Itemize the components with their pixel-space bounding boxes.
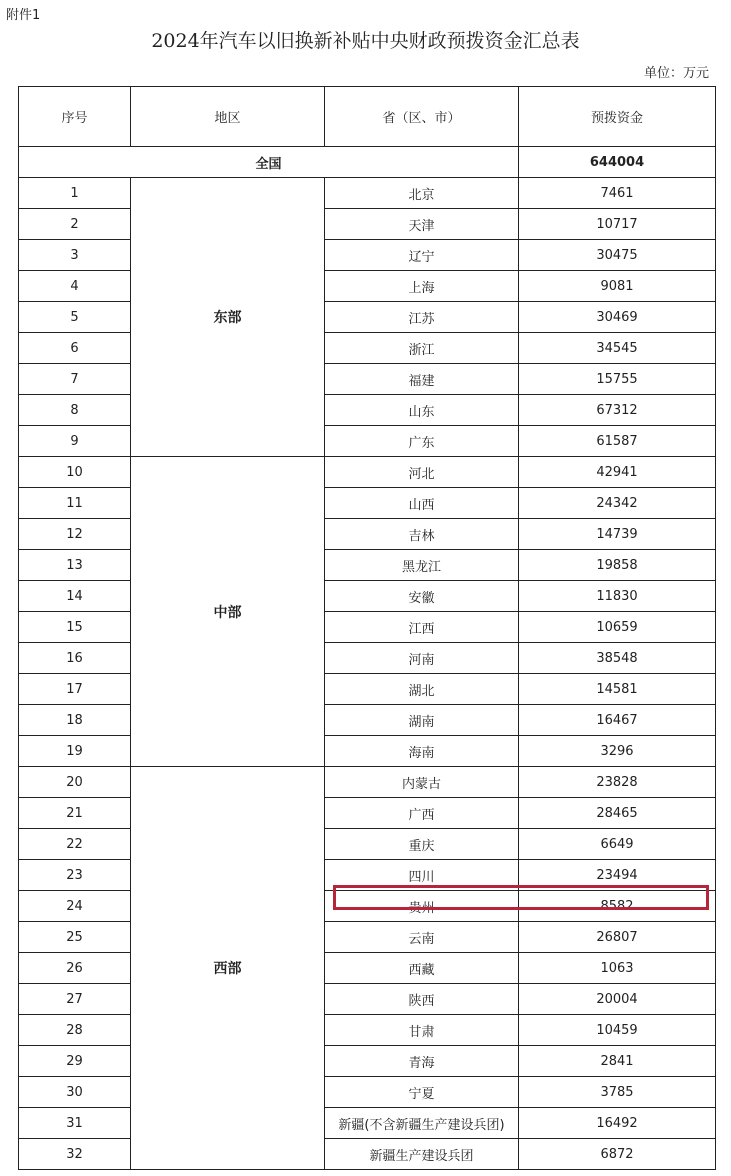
- province-name: 广东: [325, 426, 519, 457]
- table-row: [19, 209, 716, 240]
- funds-table: [18, 86, 716, 1170]
- table-row: [19, 302, 716, 333]
- funds-value: 23494: [519, 860, 716, 891]
- funds-value: 26807: [519, 922, 716, 953]
- province-name: 吉林: [325, 519, 519, 550]
- row-number: 20: [19, 767, 131, 798]
- document-title: 2024年汽车以旧换新补贴中央财政预拨资金汇总表: [151, 30, 580, 52]
- province-name: 河北: [325, 457, 519, 488]
- funds-value: 3785: [519, 1077, 716, 1108]
- total-row: [19, 147, 716, 178]
- table-row: [19, 798, 716, 829]
- funds-value: 6872: [519, 1139, 716, 1170]
- province-name: 湖南: [325, 705, 519, 736]
- funds-value: 30469: [519, 302, 716, 333]
- funds-value: 23828: [519, 767, 716, 798]
- funds-value: 9081: [519, 271, 716, 302]
- row-number: 1: [19, 178, 131, 209]
- row-number: 14: [19, 581, 131, 612]
- row-number: 25: [19, 922, 131, 953]
- funds-value: 38548: [519, 643, 716, 674]
- row-number: 22: [19, 829, 131, 860]
- table-row: [19, 612, 716, 643]
- province-name: 湖北: [325, 674, 519, 705]
- attachment-label: 附件1: [6, 8, 41, 23]
- funds-value: 16467: [519, 705, 716, 736]
- funds-value: 1063: [519, 953, 716, 984]
- table-row: [19, 643, 716, 674]
- funds-value: 7461: [519, 178, 716, 209]
- funds-value: 24342: [519, 488, 716, 519]
- row-number: 28: [19, 1015, 131, 1046]
- province-name: 上海: [325, 271, 519, 302]
- table-row: [19, 736, 716, 767]
- table-row: [19, 178, 716, 209]
- province-name: 山西: [325, 488, 519, 519]
- funds-value: 2841: [519, 1046, 716, 1077]
- funds-value: 67312: [519, 395, 716, 426]
- funds-value: 16492: [519, 1108, 716, 1139]
- region-name: 中部: [131, 457, 325, 767]
- province-name: 江苏: [325, 302, 519, 333]
- table-row: [19, 457, 716, 488]
- row-number: 8: [19, 395, 131, 426]
- province-name: 新疆(不含新疆生产建设兵团): [325, 1108, 519, 1139]
- table-row: [19, 1108, 716, 1139]
- province-name: 重庆: [325, 829, 519, 860]
- table-row: [19, 829, 716, 860]
- table-row: [19, 395, 716, 426]
- funds-value: 10459: [519, 1015, 716, 1046]
- row-number: 24: [19, 891, 131, 922]
- province-name: 辽宁: [325, 240, 519, 271]
- total-label: 全国: [19, 147, 519, 178]
- row-number: 3: [19, 240, 131, 271]
- funds-value: 10717: [519, 209, 716, 240]
- province-name: 河南: [325, 643, 519, 674]
- row-number: 4: [19, 271, 131, 302]
- funds-value: 6649: [519, 829, 716, 860]
- funds-value: 15755: [519, 364, 716, 395]
- table-row: [19, 984, 716, 1015]
- funds-value: 30475: [519, 240, 716, 271]
- table-row: [19, 364, 716, 395]
- province-name: 福建: [325, 364, 519, 395]
- row-number: 5: [19, 302, 131, 333]
- province-name: 贵州: [325, 891, 519, 922]
- header-no: 序号: [19, 87, 131, 147]
- province-name: 云南: [325, 922, 519, 953]
- row-number: 32: [19, 1139, 131, 1170]
- province-name: 宁夏: [325, 1077, 519, 1108]
- province-name: 黑龙江: [325, 550, 519, 581]
- funds-value: 34545: [519, 333, 716, 364]
- row-number: 16: [19, 643, 131, 674]
- table-row: [19, 550, 716, 581]
- table-row: [19, 767, 716, 798]
- table-row: [19, 922, 716, 953]
- row-number: 12: [19, 519, 131, 550]
- row-number: 10: [19, 457, 131, 488]
- row-number: 9: [19, 426, 131, 457]
- province-name: 山东: [325, 395, 519, 426]
- funds-value: 19858: [519, 550, 716, 581]
- row-number: 19: [19, 736, 131, 767]
- header-region: 地区: [131, 87, 325, 147]
- table-row: [19, 860, 716, 891]
- province-name: 四川: [325, 860, 519, 891]
- table-row: [19, 240, 716, 271]
- unit-label: 单位：万元: [643, 66, 709, 81]
- row-number: 23: [19, 860, 131, 891]
- province-name: 江西: [325, 612, 519, 643]
- province-name: 北京: [325, 178, 519, 209]
- region-name: 西部: [131, 767, 325, 1170]
- funds-value: 20004: [519, 984, 716, 1015]
- funds-value: 61587: [519, 426, 716, 457]
- province-name: 浙江: [325, 333, 519, 364]
- table-row: [19, 1015, 716, 1046]
- table-body: [19, 147, 716, 1170]
- table-row: [19, 519, 716, 550]
- region-name: 东部: [131, 178, 325, 457]
- header-row: [19, 87, 716, 147]
- province-name: 安徽: [325, 581, 519, 612]
- province-name: 内蒙古: [325, 767, 519, 798]
- row-number: 7: [19, 364, 131, 395]
- table-row: [19, 488, 716, 519]
- table-row: [19, 1046, 716, 1077]
- table-row: [19, 271, 716, 302]
- funds-value: 28465: [519, 798, 716, 829]
- row-number: 27: [19, 984, 131, 1015]
- table-row: [19, 953, 716, 984]
- row-number: 15: [19, 612, 131, 643]
- province-name: 甘肃: [325, 1015, 519, 1046]
- row-number: 31: [19, 1108, 131, 1139]
- funds-value: 14581: [519, 674, 716, 705]
- row-number: 2: [19, 209, 131, 240]
- province-name: 海南: [325, 736, 519, 767]
- table-row: [19, 674, 716, 705]
- row-number: 18: [19, 705, 131, 736]
- table-row: [19, 581, 716, 612]
- table-row: [19, 1139, 716, 1170]
- table-row: [19, 426, 716, 457]
- province-name: 新疆生产建设兵团: [325, 1139, 519, 1170]
- row-number: 11: [19, 488, 131, 519]
- table-row: [19, 705, 716, 736]
- header-province: 省（区、市）: [325, 87, 519, 147]
- funds-value: 11830: [519, 581, 716, 612]
- province-name: 青海: [325, 1046, 519, 1077]
- funds-value: 8582: [519, 891, 716, 922]
- total-value: 644004: [519, 147, 716, 178]
- table-row: [19, 891, 716, 922]
- row-number: 29: [19, 1046, 131, 1077]
- row-number: 26: [19, 953, 131, 984]
- funds-value: 3296: [519, 736, 716, 767]
- funds-value: 42941: [519, 457, 716, 488]
- funds-value: 14739: [519, 519, 716, 550]
- row-number: 17: [19, 674, 131, 705]
- province-name: 天津: [325, 209, 519, 240]
- row-number: 6: [19, 333, 131, 364]
- table-row: [19, 333, 716, 364]
- row-number: 13: [19, 550, 131, 581]
- table-row: [19, 1077, 716, 1108]
- province-name: 陕西: [325, 984, 519, 1015]
- header-funds: 预拨资金: [519, 87, 716, 147]
- province-name: 广西: [325, 798, 519, 829]
- funds-value: 10659: [519, 612, 716, 643]
- row-number: 30: [19, 1077, 131, 1108]
- row-number: 21: [19, 798, 131, 829]
- province-name: 西藏: [325, 953, 519, 984]
